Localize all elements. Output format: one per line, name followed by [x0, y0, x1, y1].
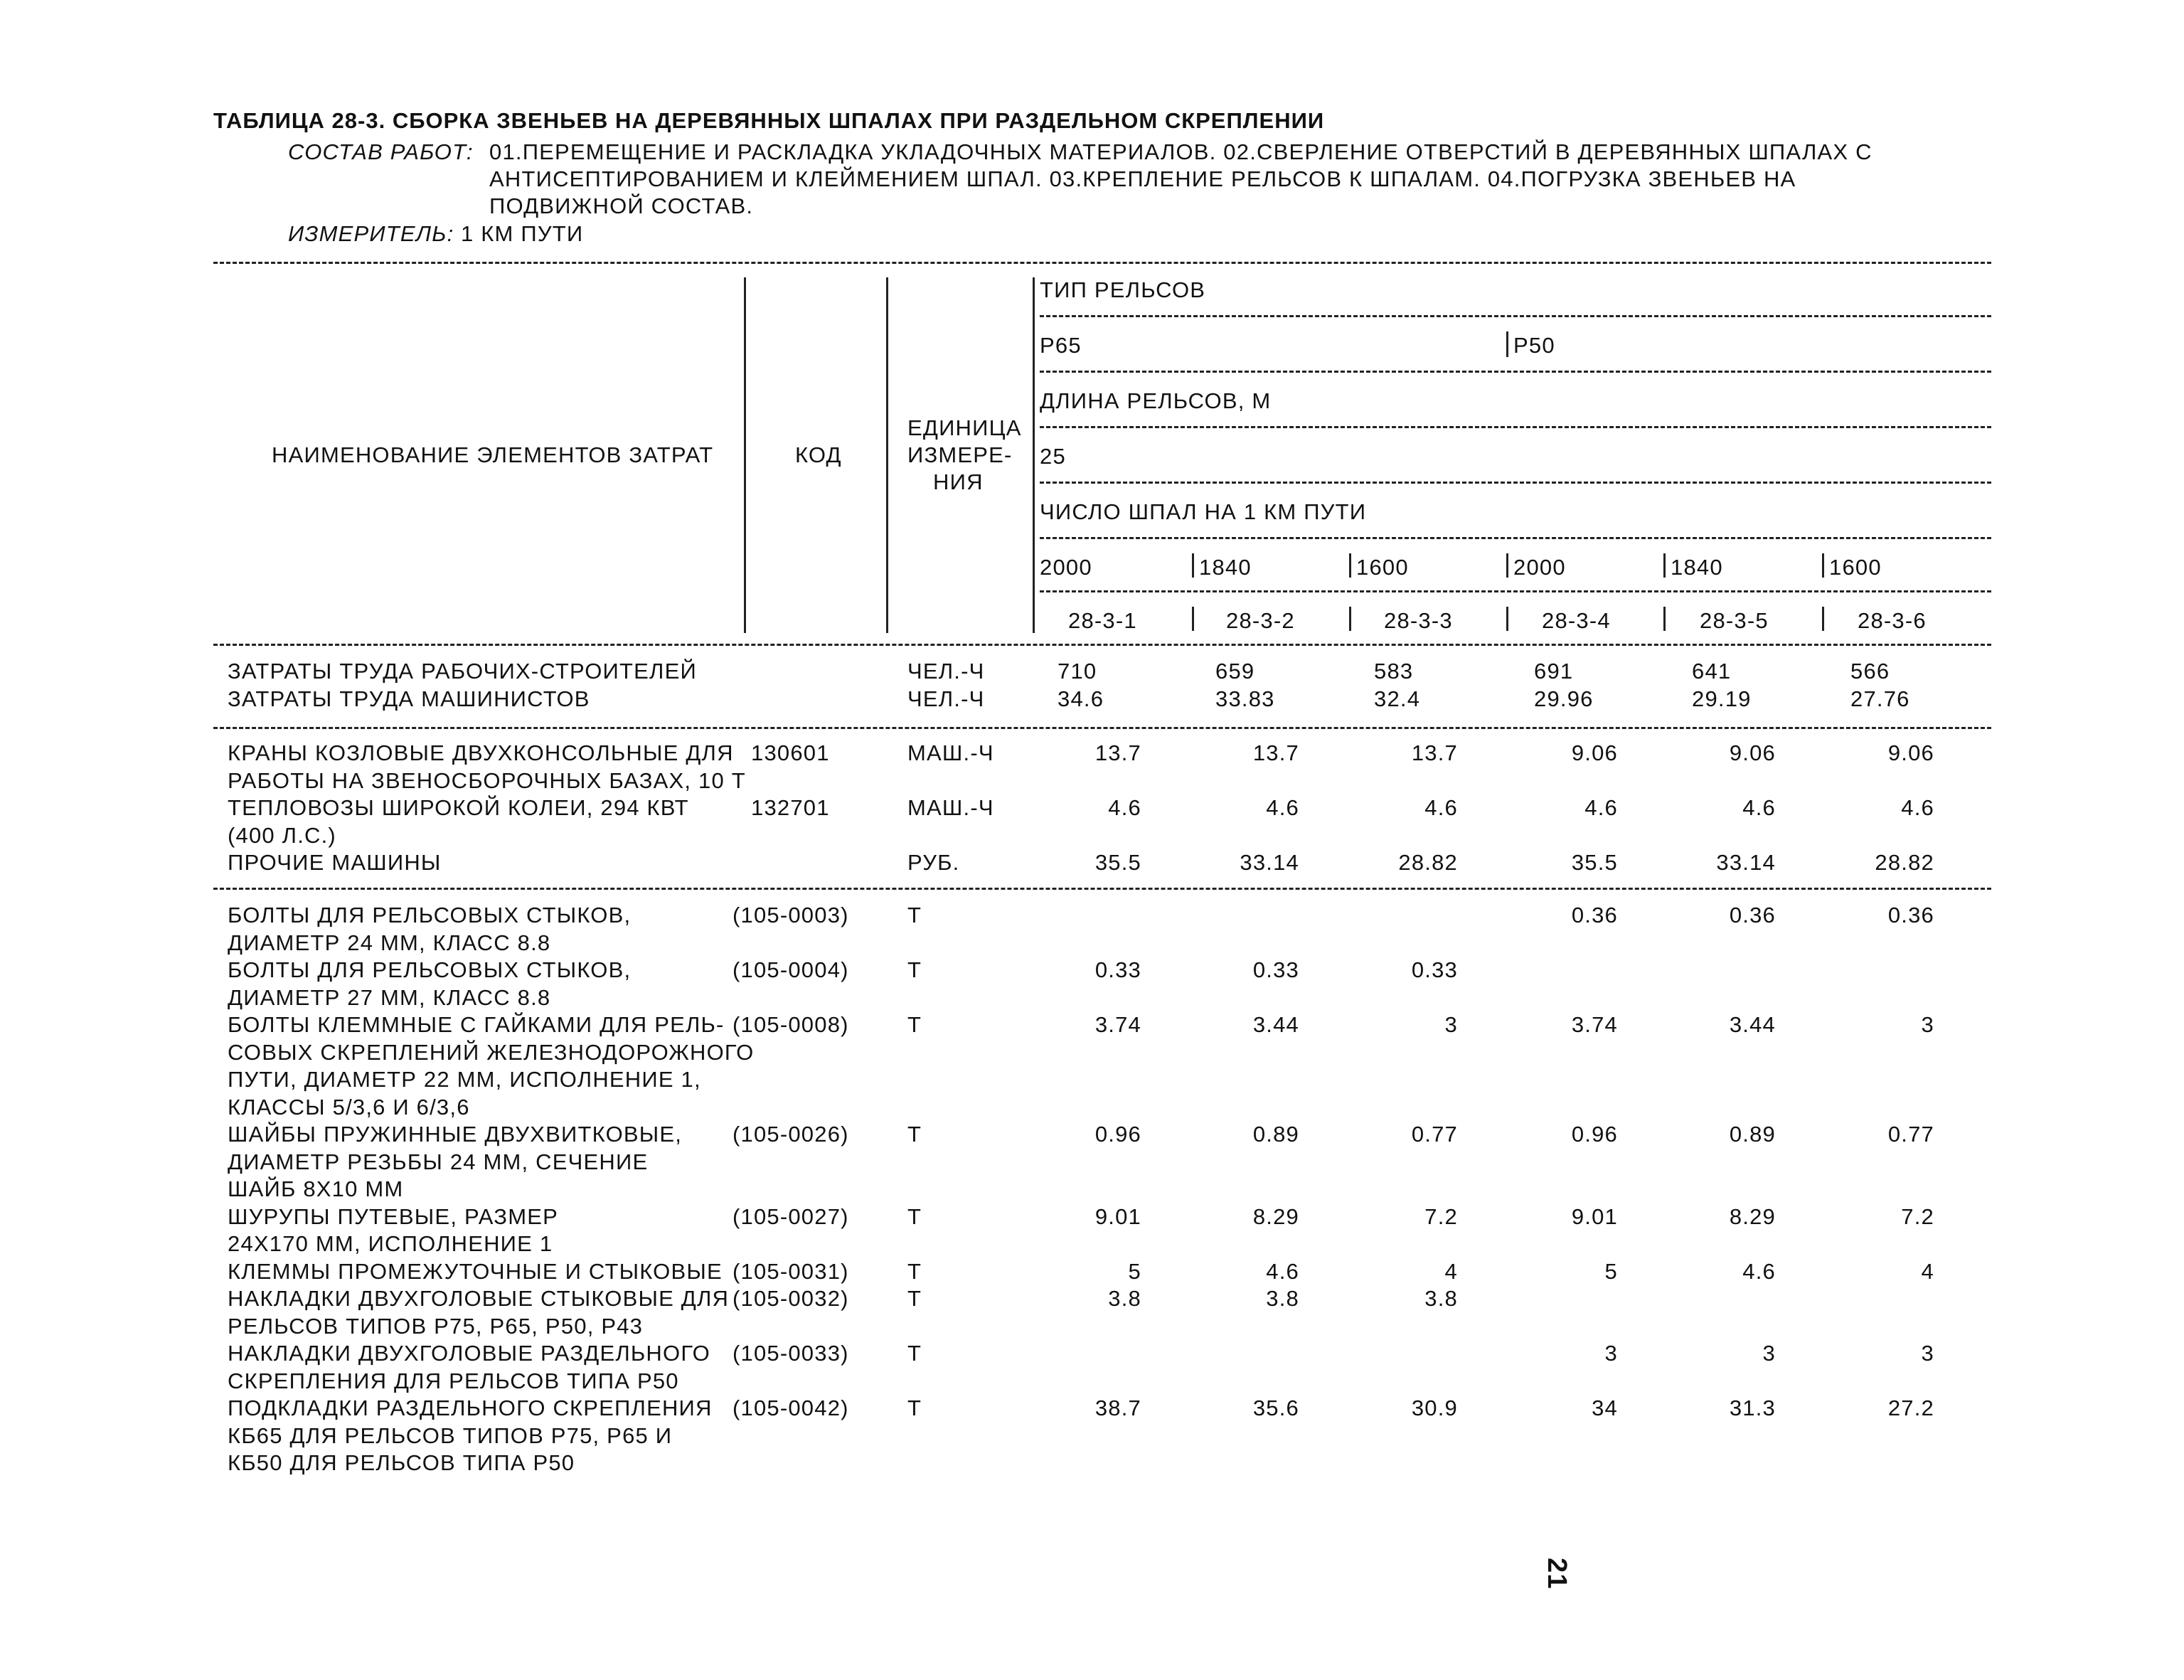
row-name-line: (400 Л.С.)	[228, 822, 336, 848]
sleeper-count-4: 2000	[1513, 555, 1566, 580]
row-value: 13.7	[1252, 740, 1299, 765]
row-value: 4.6	[1901, 795, 1934, 820]
column-rule	[1663, 607, 1666, 631]
row-unit: Т	[907, 1203, 922, 1229]
row-value: 9.06	[1729, 740, 1776, 765]
row-code: (105-0027)	[733, 1203, 849, 1229]
row-name-line: БОЛТЫ КЛЕММНЫЕ С ГАЙКАМИ ДЛЯ РЕЛЬ-	[228, 1012, 725, 1037]
column-rule	[1033, 277, 1035, 633]
header-unit-3: НИЯ	[933, 469, 984, 494]
row-name-line: РЕЛЬСОВ ТИПОВ Р75, Р65, Р50, Р43	[228, 1313, 644, 1339]
row-name-line: КБ50 ДЛЯ РЕЛЬСОВ ТИПА Р50	[228, 1450, 575, 1475]
row-value: 27.76	[1850, 686, 1910, 711]
sleeper-count-3: 1600	[1356, 555, 1409, 580]
sleeper-count-6: 1600	[1829, 555, 1882, 580]
row-value: 9.01	[1094, 1203, 1141, 1229]
column-rule	[1506, 607, 1508, 631]
row-code: (105-0042)	[733, 1395, 849, 1420]
row-name-line: ДИАМЕТР 24 ММ, КЛАСС 8.8	[228, 930, 551, 955]
row-unit: Т	[907, 1122, 922, 1147]
row-unit: Т	[907, 957, 922, 982]
row-value: 7.2	[1901, 1203, 1934, 1229]
row-name-line: ПОДКЛАДКИ РАЗДЕЛЬНОГО СКРЕПЛЕНИЯ	[228, 1395, 713, 1420]
row-value: 33.14	[1240, 850, 1299, 875]
row-value: 31.3	[1729, 1395, 1776, 1420]
row-value: 0.96	[1571, 1122, 1618, 1147]
row-value: 0.33	[1411, 957, 1458, 982]
header-rail-length: ДЛИНА РЕЛЬСОВ, М	[1040, 388, 1272, 413]
row-value: 0.33	[1094, 957, 1141, 982]
row-unit: МАШ.-Ч	[907, 740, 994, 765]
row-code: (105-0026)	[733, 1122, 849, 1147]
row-value: 35.6	[1252, 1395, 1299, 1420]
row-name-line: ШАЙБ 8Х10 ММ	[228, 1176, 404, 1201]
norm-code-4: 28-3-4	[1542, 608, 1611, 633]
row-value: 9.06	[1887, 740, 1934, 765]
row-value: 3	[1921, 1012, 1934, 1037]
row-value: 13.7	[1094, 740, 1141, 765]
header-unit-1: ЕДИНИЦА	[907, 415, 1022, 440]
row-code: 132701	[751, 795, 830, 820]
row-value: 8.29	[1252, 1203, 1299, 1229]
header-code: КОД	[795, 442, 842, 467]
row-name-line: ТЕПЛОВОЗЫ ШИРОКОЙ КОЛЕИ, 294 КВТ	[228, 795, 689, 820]
row-value: 3.74	[1094, 1012, 1141, 1037]
measure-label: ИЗМЕРИТЕЛЬ:	[288, 221, 454, 246]
row-unit: Т	[907, 903, 922, 927]
row-unit: Т	[907, 1258, 922, 1284]
row-name-line: ЗАТРАТЫ ТРУДА РАБОЧИХ-СТРОИТЕЛЕЙ	[228, 659, 697, 684]
row-value: 3.8	[1266, 1286, 1299, 1311]
column-rule	[1506, 553, 1508, 578]
work-line-1: 01.ПЕРЕМЕЩЕНИЕ И РАСКЛАДКА УКЛАДОЧНЫХ МАТЕРИАЛОВ. 02.СВЕРЛЕНИЕ ОТВЕРСТИЙ В ДЕРЕВЯННЫХ ШПАЛАХ С	[489, 139, 1873, 164]
row-value: 4	[1444, 1258, 1458, 1284]
row-value: 4.6	[1742, 795, 1776, 820]
row-value: 4.6	[1584, 795, 1618, 820]
row-value: 3.44	[1252, 1012, 1299, 1037]
row-value: 35.5	[1094, 850, 1141, 875]
row-unit: ЧЕЛ.-Ч	[907, 659, 985, 684]
row-value: 0.77	[1411, 1122, 1458, 1147]
row-unit: Т	[907, 1286, 922, 1311]
row-name-line: КЛЕММЫ ПРОМЕЖУТОЧНЫЕ И СТЫКОВЫЕ	[228, 1258, 723, 1284]
row-value: 33.83	[1215, 686, 1275, 711]
row-value: 0.33	[1252, 957, 1299, 982]
header-divider	[1040, 315, 1991, 317]
row-value: 3.8	[1424, 1286, 1458, 1311]
row-value: 3.8	[1108, 1286, 1141, 1311]
work-line-2: АНТИСЕПТИРОВАНИЕМ И КЛЕЙМЕНИЕМ ШПАЛ. 03.КРЕПЛЕНИЕ РЕЛЬСОВ К ШПАЛАМ. 04.ПОГРУЗКА ЗВЕНЬЕВ НА	[489, 166, 1796, 191]
header-divider	[1040, 590, 1991, 592]
row-value: 3	[1921, 1341, 1934, 1366]
row-value: 0.36	[1729, 903, 1776, 927]
row-unit: РУБ.	[907, 850, 960, 875]
row-value: 13.7	[1411, 740, 1458, 765]
row-code: (105-0032)	[733, 1286, 849, 1311]
row-value: 3	[1762, 1341, 1776, 1366]
row-value: 566	[1850, 659, 1890, 684]
row-value: 8.29	[1729, 1203, 1776, 1229]
row-name-line: ПРОЧИЕ МАШИНЫ	[228, 850, 442, 875]
row-value: 4.6	[1108, 795, 1141, 820]
row-value: 28.82	[1875, 850, 1934, 875]
row-value: 4.6	[1742, 1258, 1776, 1284]
norm-code-1: 28-3-1	[1068, 608, 1137, 633]
column-rule	[1822, 553, 1824, 578]
row-value: 0.36	[1887, 903, 1934, 927]
section-divider	[213, 888, 1991, 890]
row-unit: Т	[907, 1012, 922, 1037]
row-value: 34.6	[1058, 686, 1104, 711]
row-value: 5	[1604, 1258, 1618, 1284]
row-code: (105-0033)	[733, 1341, 849, 1366]
row-code: (105-0004)	[733, 957, 849, 982]
section-divider	[213, 727, 1991, 729]
row-value: 5	[1128, 1258, 1141, 1284]
row-code: (105-0031)	[733, 1258, 849, 1284]
row-name-line: БОЛТЫ ДЛЯ РЕЛЬСОВЫХ СТЫКОВ,	[228, 903, 632, 927]
row-name-line: КБ65 ДЛЯ РЕЛЬСОВ ТИПОВ Р75, Р65 И	[228, 1423, 673, 1448]
row-value: 7.2	[1424, 1203, 1458, 1229]
work-label: СОСТАВ РАБОТ:	[288, 139, 474, 164]
column-rule	[1506, 331, 1508, 357]
header-sleepers: ЧИСЛО ШПАЛ НА 1 КМ ПУТИ	[1040, 499, 1367, 524]
row-name-line: ПУТИ, ДИАМЕТР 22 ММ, ИСПОЛНЕНИЕ 1,	[228, 1067, 701, 1092]
norm-code-6: 28-3-6	[1858, 608, 1927, 633]
row-name-line: ШУРУПЫ ПУТЕВЫЕ, РАЗМЕР	[228, 1203, 558, 1229]
row-value: 3.44	[1729, 1012, 1776, 1037]
norm-code-3: 28-3-3	[1384, 608, 1453, 633]
row-value: 34	[1592, 1395, 1618, 1420]
row-value: 583	[1374, 659, 1414, 684]
row-code: (105-0003)	[733, 903, 849, 927]
divider-top	[213, 262, 1991, 264]
row-value: 28.82	[1398, 850, 1458, 875]
row-value: 38.7	[1094, 1395, 1141, 1420]
row-value: 3.74	[1571, 1012, 1618, 1037]
measure-value: 1 КМ ПУТИ	[461, 221, 584, 246]
column-rule	[1192, 607, 1194, 631]
row-name-line: СКРЕПЛЕНИЯ ДЛЯ РЕЛЬСОВ ТИПА Р50	[228, 1368, 679, 1393]
row-value: 0.77	[1887, 1122, 1934, 1147]
sleeper-count-5: 1840	[1671, 555, 1723, 580]
header-rail-p50: Р50	[1513, 333, 1555, 358]
column-rule	[1349, 553, 1351, 578]
row-value: 0.96	[1094, 1122, 1141, 1147]
row-name-line: НАКЛАДКИ ДВУХГОЛОВЫЕ СТЫКОВЫЕ ДЛЯ	[228, 1286, 730, 1311]
work-line-3: ПОДВИЖНОЙ СОСТАВ.	[489, 193, 754, 218]
row-value: 0.89	[1729, 1122, 1776, 1147]
row-value: 641	[1692, 659, 1732, 684]
row-value: 32.4	[1374, 686, 1421, 711]
sleeper-count-2: 1840	[1199, 555, 1252, 580]
header-divider	[1040, 537, 1991, 539]
row-value: 659	[1215, 659, 1255, 684]
column-rule	[744, 277, 746, 633]
table-title: ТАБЛИЦА 28-3. СБОРКА ЗВЕНЬЕВ НА ДЕРЕВЯННЫХ ШПАЛАХ ПРИ РАЗДЕЛЬНОМ СКРЕПЛЕНИИ	[213, 108, 1325, 133]
row-name-line: БОЛТЫ ДЛЯ РЕЛЬСОВЫХ СТЫКОВ,	[228, 957, 632, 982]
row-value: 3	[1444, 1012, 1458, 1037]
norm-code-5: 28-3-5	[1700, 608, 1769, 633]
sleeper-count-1: 2000	[1040, 555, 1092, 580]
row-value: 710	[1058, 659, 1097, 684]
row-value: 4	[1921, 1258, 1934, 1284]
header-rail-type: ТИП РЕЛЬСОВ	[1040, 277, 1206, 302]
header-divider	[1040, 482, 1991, 484]
row-value: 4.6	[1266, 1258, 1299, 1284]
row-value: 3	[1604, 1341, 1618, 1366]
norm-code-2: 28-3-2	[1226, 608, 1295, 633]
row-value: 27.2	[1887, 1395, 1934, 1420]
header-name: НАИМЕНОВАНИЕ ЭЛЕМЕНТОВ ЗАТРАТ	[272, 442, 714, 467]
page-number: 21	[1542, 1558, 1572, 1590]
row-value: 691	[1534, 659, 1574, 684]
row-value: 30.9	[1411, 1395, 1458, 1420]
header-divider	[1040, 371, 1991, 373]
row-unit: Т	[907, 1395, 922, 1420]
row-name-line: КЛАССЫ 5/3,6 И 6/3,6	[228, 1094, 470, 1120]
header-length-value: 25	[1040, 444, 1066, 469]
row-name-line: КРАНЫ КОЗЛОВЫЕ ДВУХКОНСОЛЬНЫЕ ДЛЯ	[228, 740, 734, 765]
row-name-line: СОВЫХ СКРЕПЛЕНИЙ ЖЕЛЕЗНОДОРОЖНОГО	[228, 1039, 755, 1065]
header-unit-2: ИЗМЕРЕ-	[907, 442, 1013, 467]
row-value: 29.19	[1692, 686, 1752, 711]
column-rule	[1822, 607, 1824, 631]
row-name-line: НАКЛАДКИ ДВУХГОЛОВЫЕ РАЗДЕЛЬНОГО	[228, 1341, 710, 1366]
row-value: 0.36	[1571, 903, 1618, 927]
row-name-line: ШАЙБЫ ПРУЖИННЫЕ ДВУХВИТКОВЫЕ,	[228, 1122, 683, 1147]
row-code: 130601	[751, 740, 830, 765]
column-rule	[1349, 607, 1351, 631]
row-value: 33.14	[1716, 850, 1776, 875]
column-rule	[886, 277, 888, 633]
column-rule	[1192, 553, 1194, 578]
row-unit: Т	[907, 1341, 922, 1366]
row-unit: ЧЕЛ.-Ч	[907, 686, 985, 711]
row-name-line: ДИАМЕТР РЕЗЬБЫ 24 ММ, СЕЧЕНИЕ	[228, 1149, 649, 1174]
row-value: 4.6	[1424, 795, 1458, 820]
row-name-line: 24Х170 ММ, ИСПОЛНЕНИЕ 1	[228, 1231, 553, 1256]
row-value: 9.06	[1571, 740, 1618, 765]
column-rule	[1663, 553, 1666, 578]
row-value: 35.5	[1571, 850, 1618, 875]
row-name-line: ДИАМЕТР 27 ММ, КЛАСС 8.8	[228, 984, 551, 1010]
row-value: 29.96	[1534, 686, 1594, 711]
divider-head	[213, 644, 1991, 646]
row-unit: МАШ.-Ч	[907, 795, 994, 820]
header-divider	[1040, 426, 1991, 428]
row-name-line: РАБОТЫ НА ЗВЕНОСБОРОЧНЫХ БАЗАХ, 10 Т	[228, 767, 746, 793]
row-value: 0.89	[1252, 1122, 1299, 1147]
header-rail-p65: Р65	[1040, 333, 1082, 358]
row-value: 9.01	[1571, 1203, 1618, 1229]
row-code: (105-0008)	[733, 1012, 849, 1037]
row-value: 4.6	[1266, 795, 1299, 820]
row-name-line: ЗАТРАТЫ ТРУДА МАШИНИСТОВ	[228, 686, 590, 711]
